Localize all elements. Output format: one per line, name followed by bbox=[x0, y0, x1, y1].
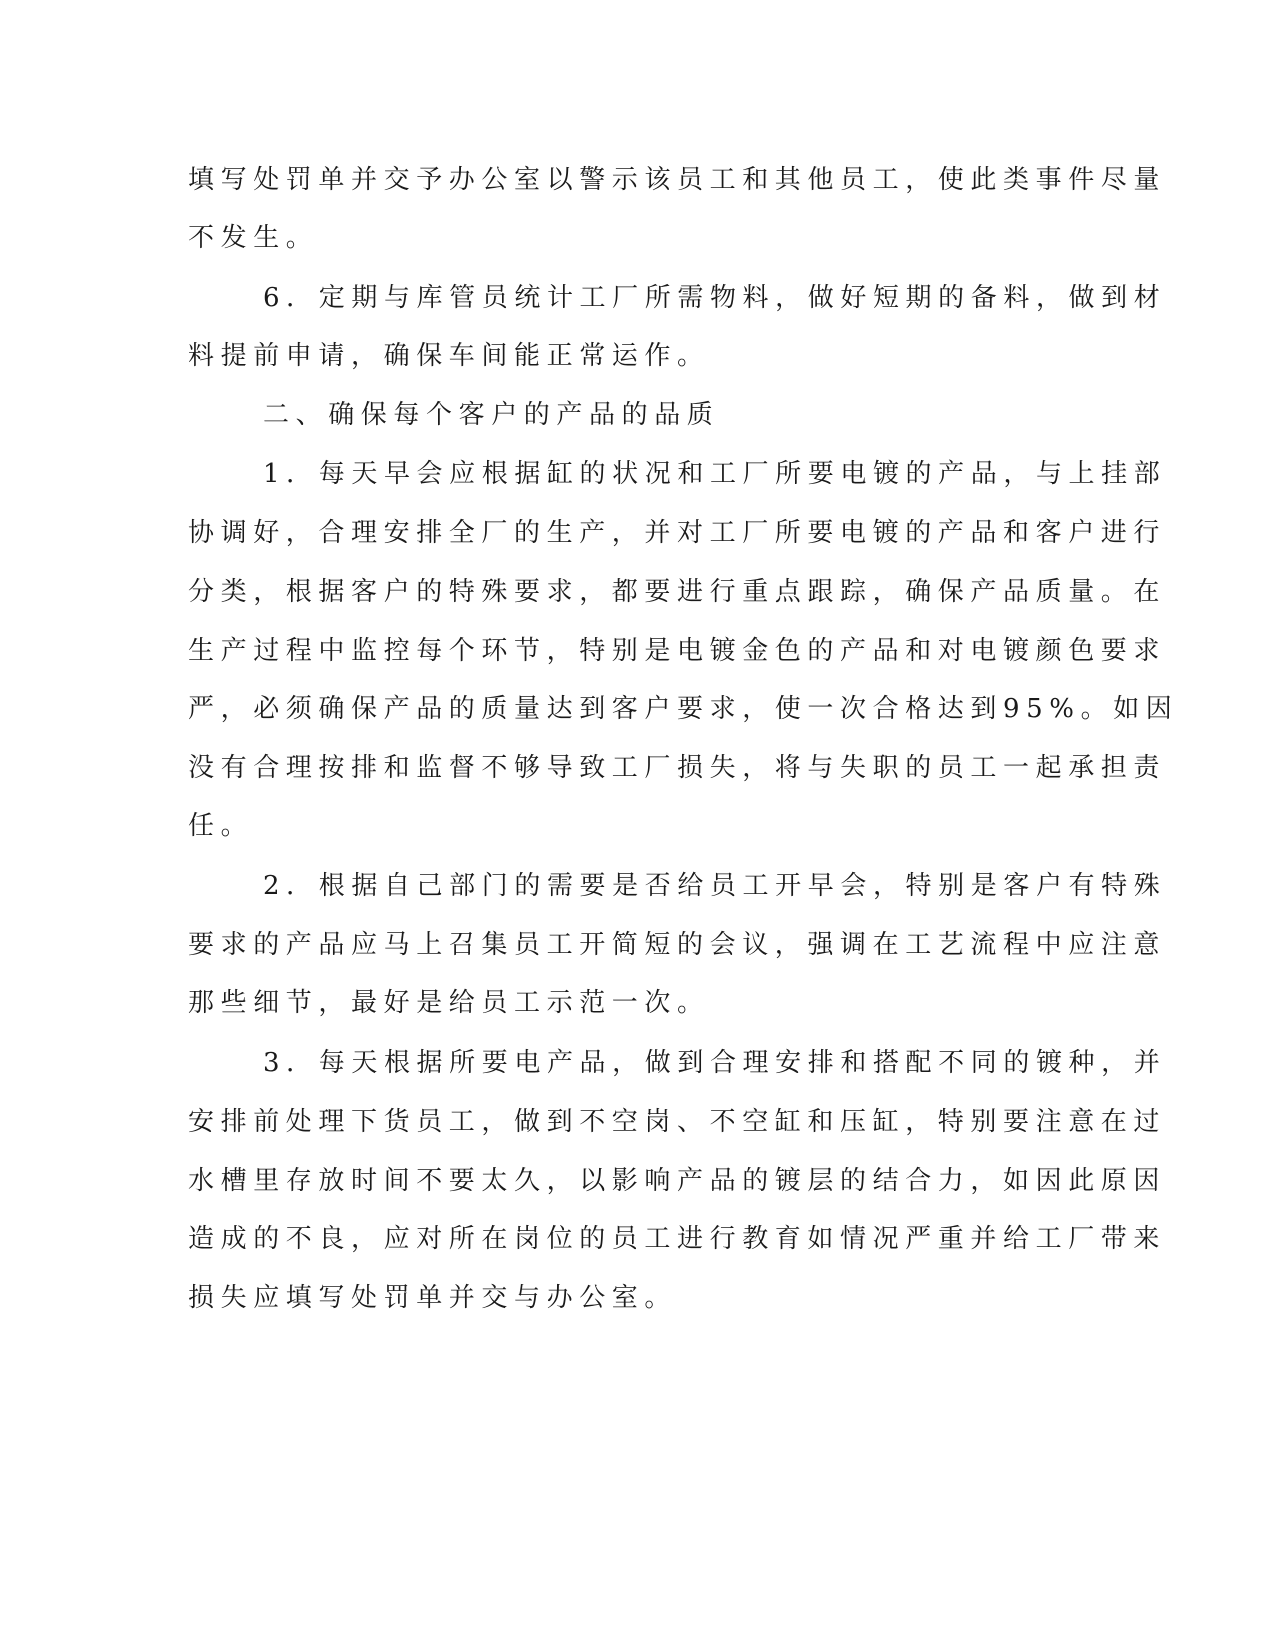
text-line: 生产过程中监控每个环节，特别是电镀金色的产品和对电镀颜色要求 bbox=[188, 636, 1167, 666]
text-line: 损失应填写处罚单并交与办公室。 bbox=[188, 1283, 678, 1313]
text-line: 没有合理按排和监督不够导致工厂损失，将与失职的员工一起承担责 bbox=[188, 753, 1167, 783]
text-line: 安排前处理下货员工，做到不空岗、不空缸和压缸，特别要注意在过 bbox=[188, 1107, 1167, 1137]
text-line: 不发生。 bbox=[188, 223, 319, 253]
text-line: 任。 bbox=[188, 811, 254, 841]
text-line: 协调好，合理安排全厂的生产，并对工厂所要电镀的产品和客户进行 bbox=[188, 518, 1167, 548]
text-line: 要求的产品应马上召集员工开简短的会议，强调在工艺流程中应注意 bbox=[188, 930, 1167, 960]
text-line: 那些细节，最好是给员工示范一次。 bbox=[188, 988, 710, 1018]
paragraph-6-start: 6．定期与库管员统计工厂所需物料，做好短期的备料，做到材 bbox=[263, 283, 1167, 313]
text-line: 造成的不良，应对所在岗位的员工进行教育如情况严重并给工厂带来 bbox=[188, 1224, 1167, 1254]
text-line: 水槽里存放时间不要太久，以影响产品的镀层的结合力，如因此原因 bbox=[188, 1166, 1167, 1196]
text-line: 填写处罚单并交予办公室以警示该员工和其他员工，使此类事件尽量 bbox=[188, 165, 1167, 195]
section-heading: 二、确保每个客户的产品的品质 bbox=[263, 400, 720, 430]
text-line: 料提前申请，确保车间能正常运作。 bbox=[188, 341, 710, 371]
paragraph-3-start: 3．每天根据所要电产品，做到合理安排和搭配不同的镀种，并 bbox=[263, 1048, 1167, 1078]
paragraph-2-start: 2．根据自己部门的需要是否给员工开早会，特别是客户有特殊 bbox=[263, 871, 1167, 901]
text-line: 分类，根据客户的特殊要求，都要进行重点跟踪，确保产品质量。在 bbox=[188, 577, 1167, 607]
paragraph-1-start: 1．每天早会应根据缸的状况和工厂所要电镀的产品，与上挂部 bbox=[263, 459, 1167, 489]
text-line: 严，必须确保产品的质量达到客户要求，使一次合格达到95%。如因 bbox=[188, 694, 1179, 724]
